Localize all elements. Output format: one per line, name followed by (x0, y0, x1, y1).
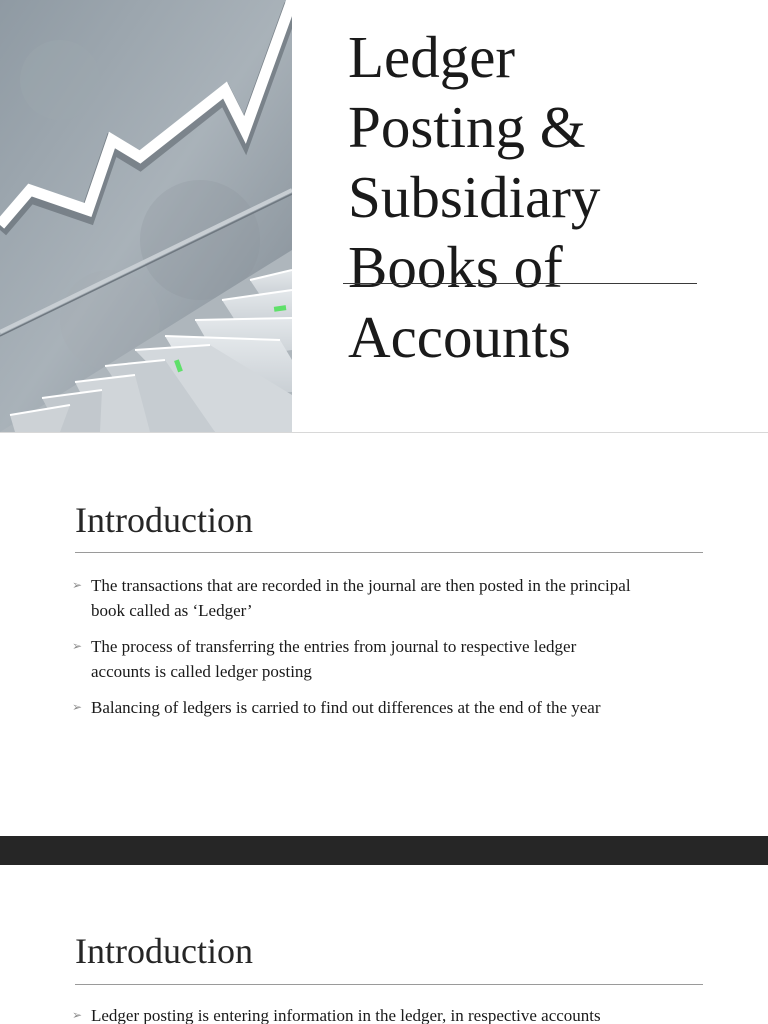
introduction-slide-2 (0, 865, 768, 1024)
bullet-text: Balancing of ledgers is carried to find out differences at the end of the year (91, 698, 601, 717)
list-item (72, 695, 712, 720)
introduction-slide (0, 433, 768, 836)
title-line: Ledger (348, 24, 516, 90)
bullet-text: Ledger posting is entering information in the ledger, in respective accounts (91, 1006, 601, 1024)
title-line: Subsidiary (348, 164, 601, 230)
heading-divider (75, 552, 703, 553)
list-item (72, 573, 712, 623)
title-slide (0, 0, 768, 432)
rising-chart-stairs-image (0, 0, 292, 432)
bullet-list (72, 1003, 712, 1024)
arrow-bullet-icon: ➢ (72, 639, 83, 653)
list-item (72, 1003, 712, 1024)
arrow-bullet-icon: ➢ (72, 1008, 83, 1022)
slide-heading: Introduction (75, 500, 253, 540)
presentation-title (348, 22, 748, 372)
slide-heading: Introduction (75, 931, 253, 971)
title-line: Posting & (348, 94, 586, 160)
title-line: Books of (348, 234, 563, 300)
slide-gap-band (0, 836, 768, 865)
bullet-list (72, 573, 712, 731)
bullet-text: The transactions that are recorded in the journal are then posted in the principal (91, 576, 631, 595)
bullet-text: The process of transferring the entries from journal to respective ledger (91, 637, 577, 656)
heading-divider (75, 984, 703, 985)
title-line: Accounts (348, 304, 571, 370)
title-divider (343, 283, 697, 284)
list-item (72, 634, 712, 684)
bullet-text: book called as ‘Ledger’ (91, 601, 253, 620)
arrow-bullet-icon: ➢ (72, 700, 83, 714)
bullet-text: accounts is called ledger posting (91, 662, 312, 681)
arrow-bullet-icon: ➢ (72, 578, 83, 592)
